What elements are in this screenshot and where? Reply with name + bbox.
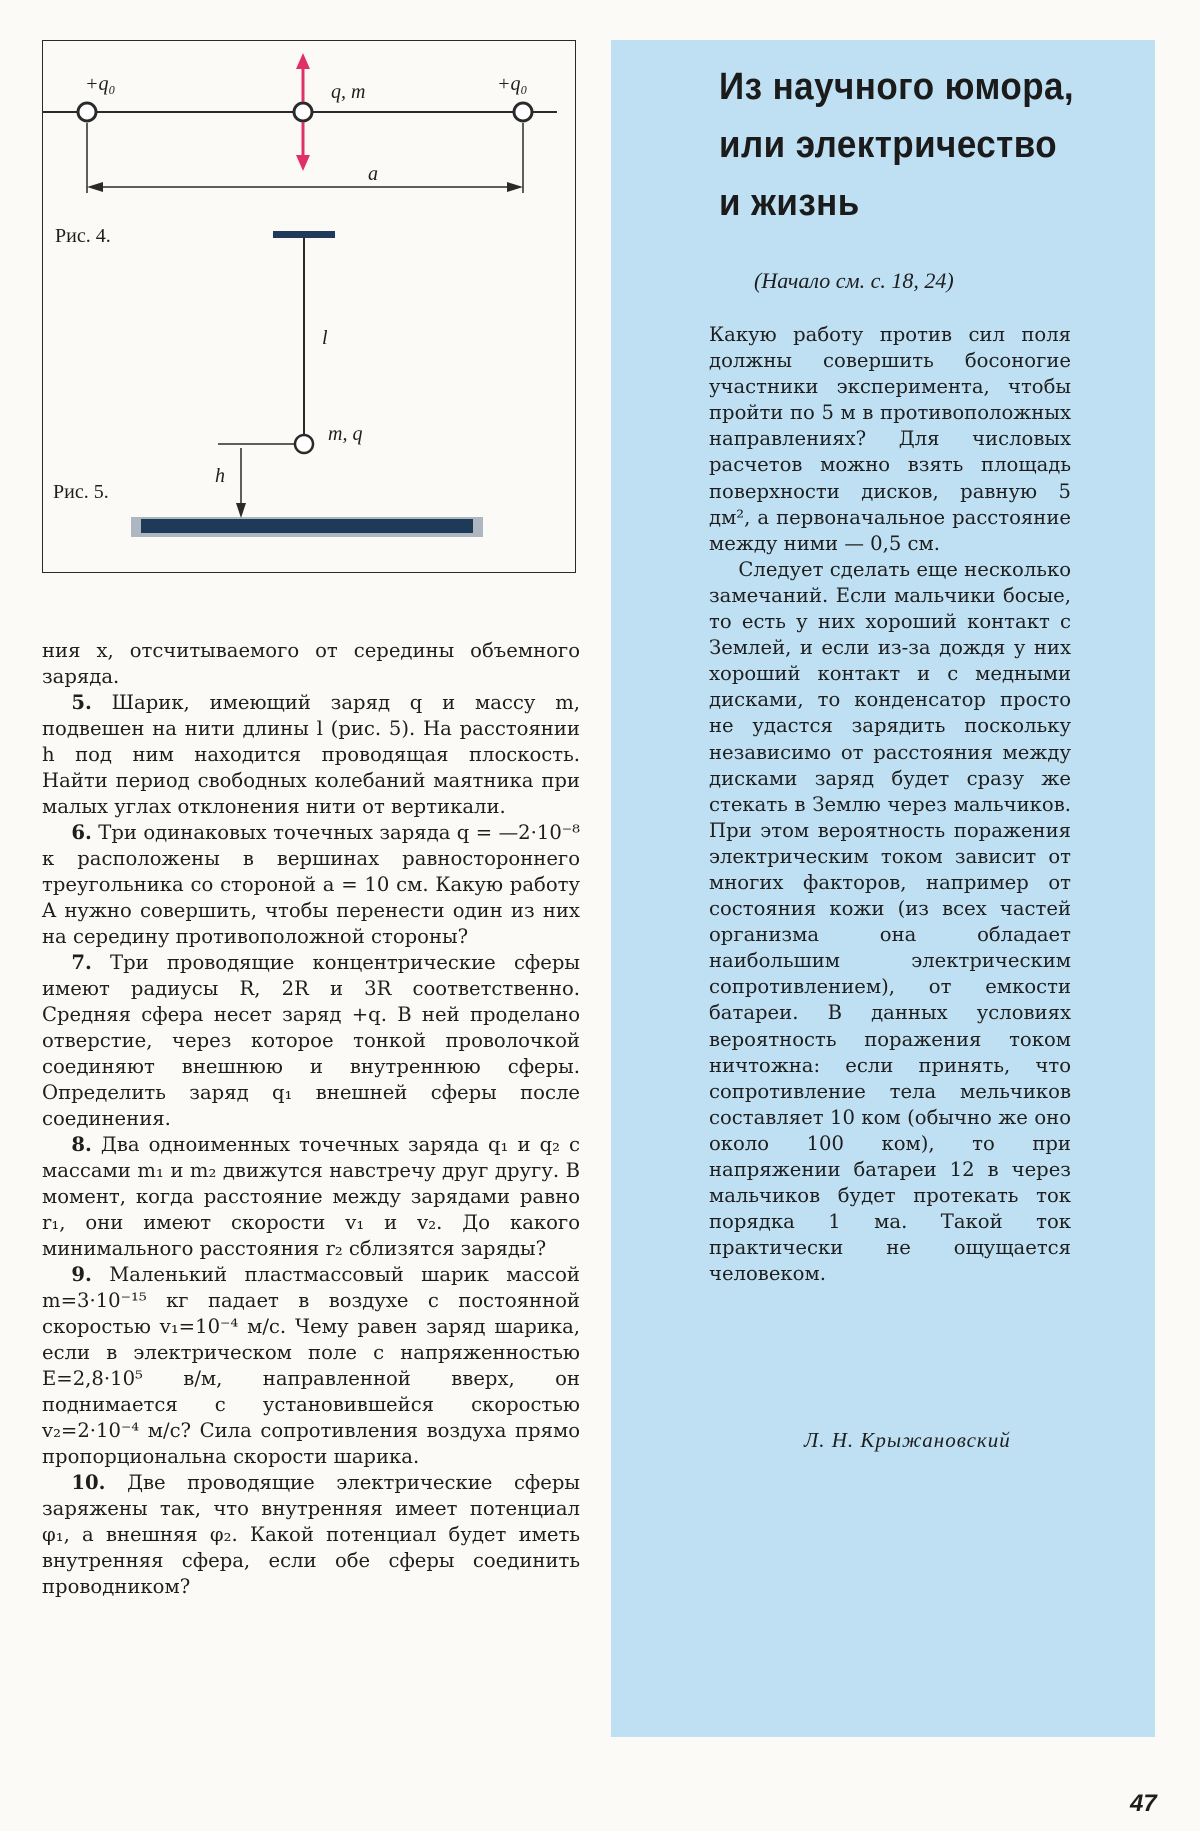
problems-column: [42, 638, 580, 1600]
problem-text: Маленький пластмассовый шарик массой m=3·10⁻¹⁵ кг падает в воздухе с постоянной скоростью v₁=10⁻⁴ м/с. Чему равен заряд шарика, если в электрическом поле с напряженностью E=2,8·10⁵ в/м, направленной вверх, он поднимается с установившейся скоростью v₂=2·10⁻⁴ м/с? Сила сопротивления воздуха прямо пропорциональна скорости шарика.: [42, 1263, 580, 1468]
fig5-ball: [295, 435, 313, 453]
figures-svg: [43, 41, 577, 574]
problem-10: [42, 1470, 580, 1600]
fig4-right-label: +q₀: [497, 73, 528, 95]
panel-reference: (Начало см. с. 18, 24): [754, 268, 954, 293]
panel-author: Л. Н. Крыжановский: [804, 1428, 1011, 1452]
panel-paragraph: Какую работу против сил поля должны совершить босоногие участники эксперимента, чтобы пройти по 5 м в противоположных направлениях? Для числовых расчетов можно взять площадь поверхности дисков, равную 5 дм², а первоначальное расстояние между ними — 0,5 см.: [709, 323, 1071, 555]
fig4-dim-arrow-right: [507, 182, 523, 192]
panel-title-line: и жизнь: [719, 182, 860, 224]
problem-text: Три одинаковых точечных заряда q = —2·10⁻⁸ к расположены в вершинах равностороннего треугольника со стороной a = 10 см. Какую работу A нужно совершить, чтобы перенести один из них на середину противоположной стороны?: [42, 821, 580, 948]
panel-title-line: или электричество: [719, 124, 1058, 166]
fig4-distance-label: a: [368, 163, 378, 185]
figure-box: [42, 40, 576, 573]
fig4-middle-charge: [294, 103, 312, 121]
problem-text: Три проводящие концентрические сферы имеют радиусы R, 2R и 3R соответственно. Средняя сфера несет заряд +q. В ней проделано отверстие, через которое тонкой проволочкой соединяют внешнюю и внутреннюю сферы. Определить заряд q₁ внешней сферы после соединения.: [42, 951, 580, 1130]
fig5-height-label: h: [215, 465, 225, 487]
problem-number: 8.: [71, 1133, 92, 1156]
panel-title: [719, 58, 1105, 232]
fig4-middle-label: q, m: [331, 81, 366, 103]
fig4-caption: Рис. 4.: [55, 225, 111, 247]
fig5-suspension: [273, 231, 335, 238]
problem-7: [42, 950, 580, 1132]
fig4-arrowhead-down: [296, 155, 310, 171]
problem-6: [42, 820, 580, 950]
problem-9: [42, 1262, 580, 1470]
panel-paragraph: Следует сделать еще несколько замечаний. Если мальчики босые, то есть у них хороший контакт с Землей, и если из-за дождя у них хороший контакт и с медными дисками, то конденсатор просто не удастся зарядить поскольку независимо от расстояния между дисками заряд будет сразу же стекать в Землю через мальчиков. При этом вероятность поражения электрическим током зависит от многих факторов, например от состояния кожи (из всех частей организма она обладает наибольшим электрическим сопротивлением), от емкости батареи. В данных условиях вероятность поражения током ничтожна: если принять, что сопротивление тела мельчиков составляет 10 ком (обычно же оно около 100 ком), то при напряжении батареи 12 в через мальчиков будет протекать ток порядка 1 ма. Такой ток практически не ощущается человеком.: [709, 557, 1071, 1286]
fig4-arrowhead-up: [296, 53, 310, 69]
fig4-dim-arrow-left: [87, 182, 103, 192]
problem-text: Две проводящие электрические сферы заряжены так, что внутренняя имеет потенциал φ₁, а внешняя φ₂. Какой потенциал будет иметь внутренняя сфера, если обе сферы соединить проводником?: [42, 1471, 581, 1598]
panel-body: [709, 322, 1071, 1287]
problem-number: 6.: [71, 821, 92, 844]
problem-number: 10.: [71, 1471, 106, 1494]
problem-8: [42, 1132, 580, 1262]
problem-number: 5.: [71, 691, 92, 714]
problem-5: [42, 690, 580, 820]
fig4-left-label: +q₀: [85, 73, 116, 95]
fig4-left-charge: [78, 103, 96, 121]
fig5-plane-shadow: [131, 517, 483, 537]
humor-panel: [611, 40, 1155, 1737]
panel-title-line: Из научного юмора,: [719, 66, 1075, 108]
problem-text: Два одноименных точечных заряда q₁ и q₂ с массами m₁ и m₂ движутся навстречу друг другу. В момент, когда расстояние между зарядами равно r₁, они имеют скорости v₁ и v₂. До какого минимального расстояния r₂ сблизятся заряды?: [42, 1133, 580, 1260]
problem-number: 9.: [71, 1263, 92, 1286]
continuation-text: ния x, отсчитываемого от середины объемного заряда.: [42, 639, 580, 688]
problem-number: 7.: [71, 951, 92, 974]
fig5-string-label: l: [322, 327, 328, 349]
fig5-caption: Рис. 5.: [53, 481, 109, 503]
fig4-right-charge: [514, 103, 532, 121]
fig5-ball-label: m, q: [328, 423, 363, 445]
fig5-height-arrow: [236, 503, 246, 518]
problem-text: Шарик, имеющий заряд q и массу m, подвешен на нити длины l (рис. 5). На расстоянии h под ним находится проводящая плоскость. Найти период свободных колебаний маятника при малых углах отклонения нити от вертикали.: [42, 691, 581, 818]
page-number: 47: [1130, 1790, 1157, 1817]
